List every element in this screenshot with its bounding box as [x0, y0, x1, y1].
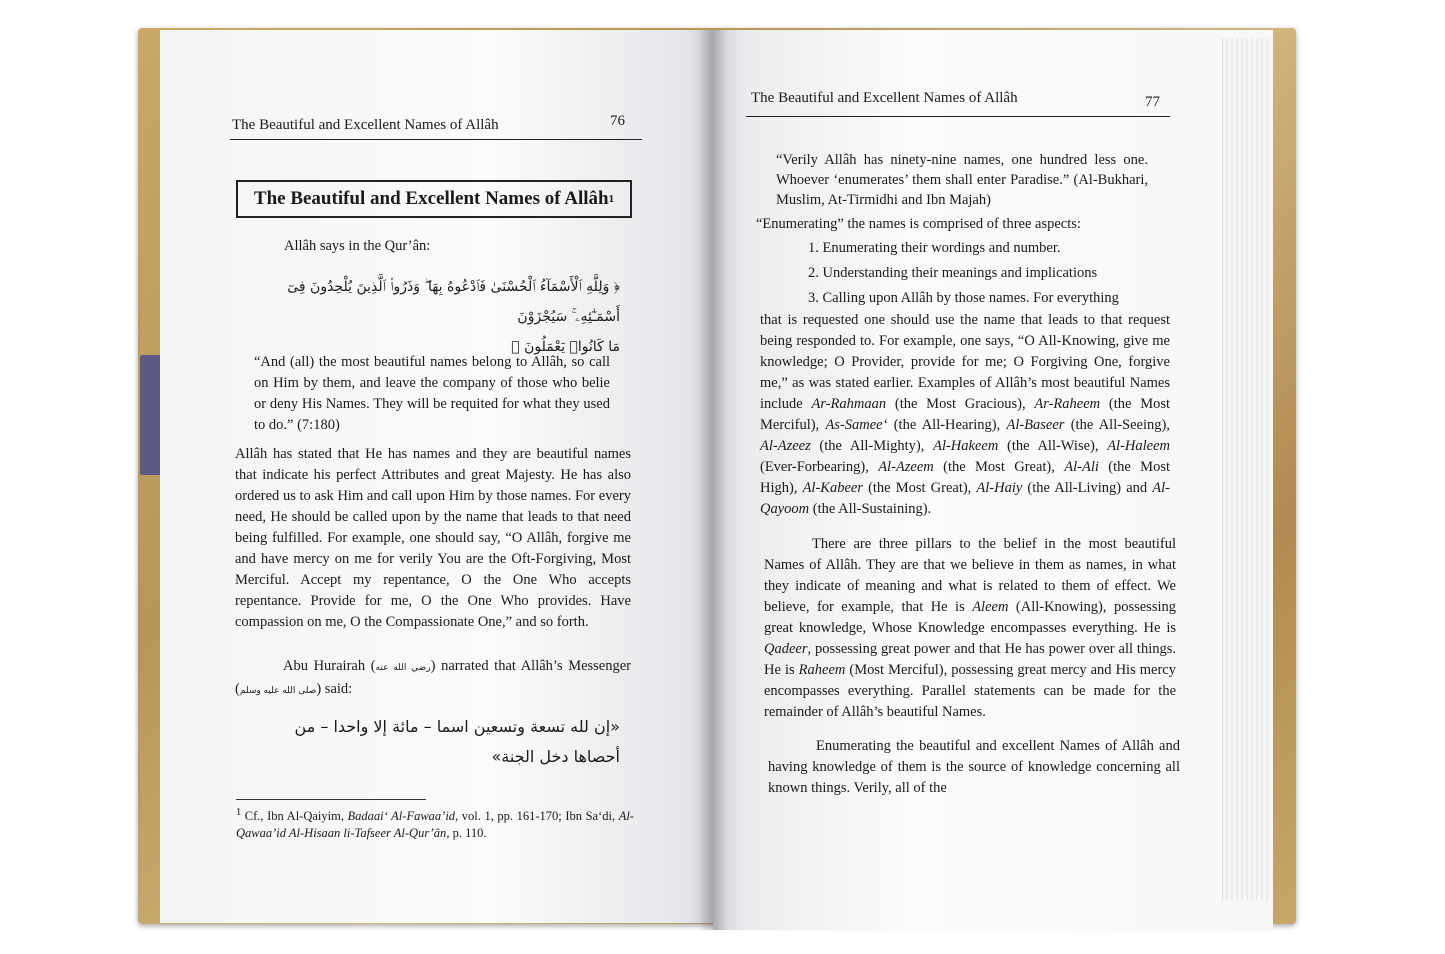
name-gloss: (the All-Sustaining).: [809, 501, 932, 517]
page-number-left: 76: [610, 113, 625, 129]
footnote-marker: 1: [608, 193, 615, 205]
header-rule-left: [230, 139, 642, 140]
running-head-left: The Beautiful and Excellent Names of Allâh: [232, 117, 499, 133]
hadith-arabic-line2: أحصاها دخل الجنة»: [491, 747, 620, 766]
page-number-right: 77: [1145, 94, 1160, 110]
pillars-paragraph: [764, 534, 1176, 723]
aspect-3-text: that is requested one should use the name that leads to that request being responded to. For example, one says, “O All-Knowing, give me knowledge; O Provider, provide for me; O Forgiving One, forgive me,” as was stated earlier. Examples of Allâh’s most beautiful Names include: [760, 312, 1170, 412]
name-al-haleem: Al-Haleem: [1107, 438, 1170, 454]
header-rule-right: [746, 116, 1170, 117]
quran-verse-line1: ﴿ وَلِلَّهِ ٱلْأَسْمَآءُ ٱلْحُسْنَىٰ فَٱدْعُوهُ بِهَا ۖ وَذَرُوا۟ ٱلَّذِينَ يُلْحِدُونَ فِىٓ أَسْمَـٰٓئِهِۦ ۚ سَيُجْزَوْنَ: [287, 279, 620, 325]
aspect-2: 2. Understanding their meanings and implications: [808, 265, 1098, 281]
name-qadeer: Qadeer: [764, 641, 808, 657]
pillars-b: (All-Knowing), possessing great knowledge, Whose Knowledge encompasses everything. He is: [764, 599, 1176, 636]
honorific-salallahu: صلى الله عليه وسلم: [239, 686, 317, 696]
footnote-number: 1: [236, 807, 242, 818]
chapter-title: [236, 180, 632, 218]
honorific-radiallahu: رضي الله عنه: [375, 663, 431, 673]
quran-intro: Allâh says in the Qur’ân:: [284, 238, 431, 254]
name-as-samee: As-Samee‘: [825, 417, 888, 433]
name-al-azeem: Al-Azeem: [878, 459, 934, 475]
name-aleem: Aleem: [972, 599, 1009, 615]
hadith-intro-c: ) said:: [316, 681, 353, 697]
footnote: [236, 804, 634, 842]
aspect-3-start: 3. Calling upon Allâh by those names. For everything: [808, 290, 1119, 306]
footnote-a: Cf., Ibn Al-Qaiyim,: [241, 809, 348, 824]
footnote-d: Al-Qawaa’id Al-Hisaan li-Tafseer Al-Qur’ân: [236, 809, 634, 841]
name-gloss: (the Most Great),: [862, 480, 977, 496]
hadith-intro-a: Abu Hurairah (: [283, 658, 376, 674]
footnote-rule: [236, 799, 426, 800]
chapter-title-text: The Beautiful and Excellent Names of Allâh: [253, 188, 609, 209]
page-edges: [1222, 38, 1271, 900]
aspect-1: 1. Enumerating their wordings and number.: [808, 240, 1061, 256]
name-al-hakeem: Al-Hakeem: [933, 438, 999, 454]
name-gloss: (the Most High),: [760, 459, 1170, 496]
pillars-d: (Most Merciful), possessing great mercy and His mercy encompasses everything. Parallel statements can be made for the remainder of Allâh’s beautiful Names.: [764, 662, 1176, 720]
name-gloss: (the Most Merciful),: [760, 396, 1171, 433]
aspect-3-paragraph: [760, 310, 1170, 520]
enumerating-intro: “Enumerating” the names is comprised of three aspects:: [756, 216, 1081, 232]
spine-shadow: [698, 30, 728, 930]
name-raheem: Raheem: [798, 662, 846, 678]
footnote-e: , p. 110.: [446, 826, 487, 841]
footnote-c: , vol. 1, pp. 161-170; Ibn Sa‘di,: [455, 809, 619, 824]
running-head-right: The Beautiful and Excellent Names of Allâh: [751, 90, 1018, 106]
hadith-intro: [235, 656, 631, 702]
quran-verse-arabic: [250, 272, 620, 362]
name-gloss: (Ever-Forbearing),: [760, 459, 879, 475]
name-ar-rahmaan: Ar-Rahmaan: [811, 396, 887, 412]
final-paragraph: Enumerating the beautiful and excellent Names of Allâh and having knowledge of them is the source of knowledge concerning all known things. Verily, all of the: [768, 738, 1180, 796]
hadith-arabic: [245, 712, 620, 772]
hadith-translation: “Verily Allâh has ninety-nine names, one hundred less one. Whoever ‘enumerates’ them shall enter Paradise.” (Al-Bukhari, Muslim, At-Tirmidhi and Ibn Majah): [776, 152, 1148, 208]
footnote-b: Badaai‘ Al-Fawaa’id: [347, 809, 456, 824]
name-al-ali: Al-Ali: [1064, 459, 1099, 475]
name-gloss: (the All-Hearing),: [887, 417, 1007, 433]
hadith-intro-b: ) narrated that Allâh’s Messenger (: [235, 658, 632, 697]
pillars-c: , possessing great power and that He has power over all things. He is: [764, 641, 1176, 678]
hadith-arabic-line1: «إن لله تسعة وتسعين اسما – مائة إلا واحدا – من: [294, 717, 620, 736]
name-gloss: (the All-Living) and: [1022, 480, 1153, 496]
quran-translation: “And (all) the most beautiful names belong to Allâh, so call on Him by them, and leave the company of those who belie or deny His Names. They will be requited for what they used to do.” (7:180): [254, 354, 610, 433]
pillars-a: There are three pillars to the belief in the most beautiful Names of Allâh. They are that we believe in them as names, in what they indicate of meaning and what is related to them of effect. We believe, for example, that He is: [764, 536, 1176, 615]
aspects-list: [808, 236, 1119, 311]
name-al-kabeer: Al-Kabeer: [802, 480, 863, 496]
name-al-baseer: Al-Baseer: [1006, 417, 1065, 433]
name-al-qayoom: Al-Qayoom: [760, 480, 1170, 517]
name-gloss: (the Most Great),: [933, 459, 1065, 475]
left-paragraph-1: Allâh has stated that He has names and they are beautiful names that indicate his perfect Attributes and great Majesty. He has also ordered us to ask Him and call upon Him by those names. For every need, He should be called upon by the name that leads to that need being fulfilled. For example, one should say, “O Allâh, forgive me and have mercy on me for verily You are the Oft-Forgiving, Most Merciful. Accept my repentance, O the One Who accepts repentance. Provide for me, O the One Who provides. Have compassion on me, O the Compassionate One,” and so forth.: [235, 446, 631, 630]
name-gloss: (the All-Wise),: [998, 438, 1108, 454]
name-gloss: (the Most Gracious),: [886, 396, 1035, 412]
name-al-haiy: Al-Haiy: [976, 480, 1023, 496]
quran-verse-line2: مَا كَانُوا۟ يَعْمَلُونَ ﴾: [511, 339, 620, 355]
name-al-azeez: Al-Azeez: [760, 438, 811, 454]
name-gloss: (the All-Mighty),: [810, 438, 934, 454]
name-gloss: (the All-Seeing),: [1064, 417, 1170, 433]
name-ar-raheem: Ar-Raheem: [1034, 396, 1101, 412]
